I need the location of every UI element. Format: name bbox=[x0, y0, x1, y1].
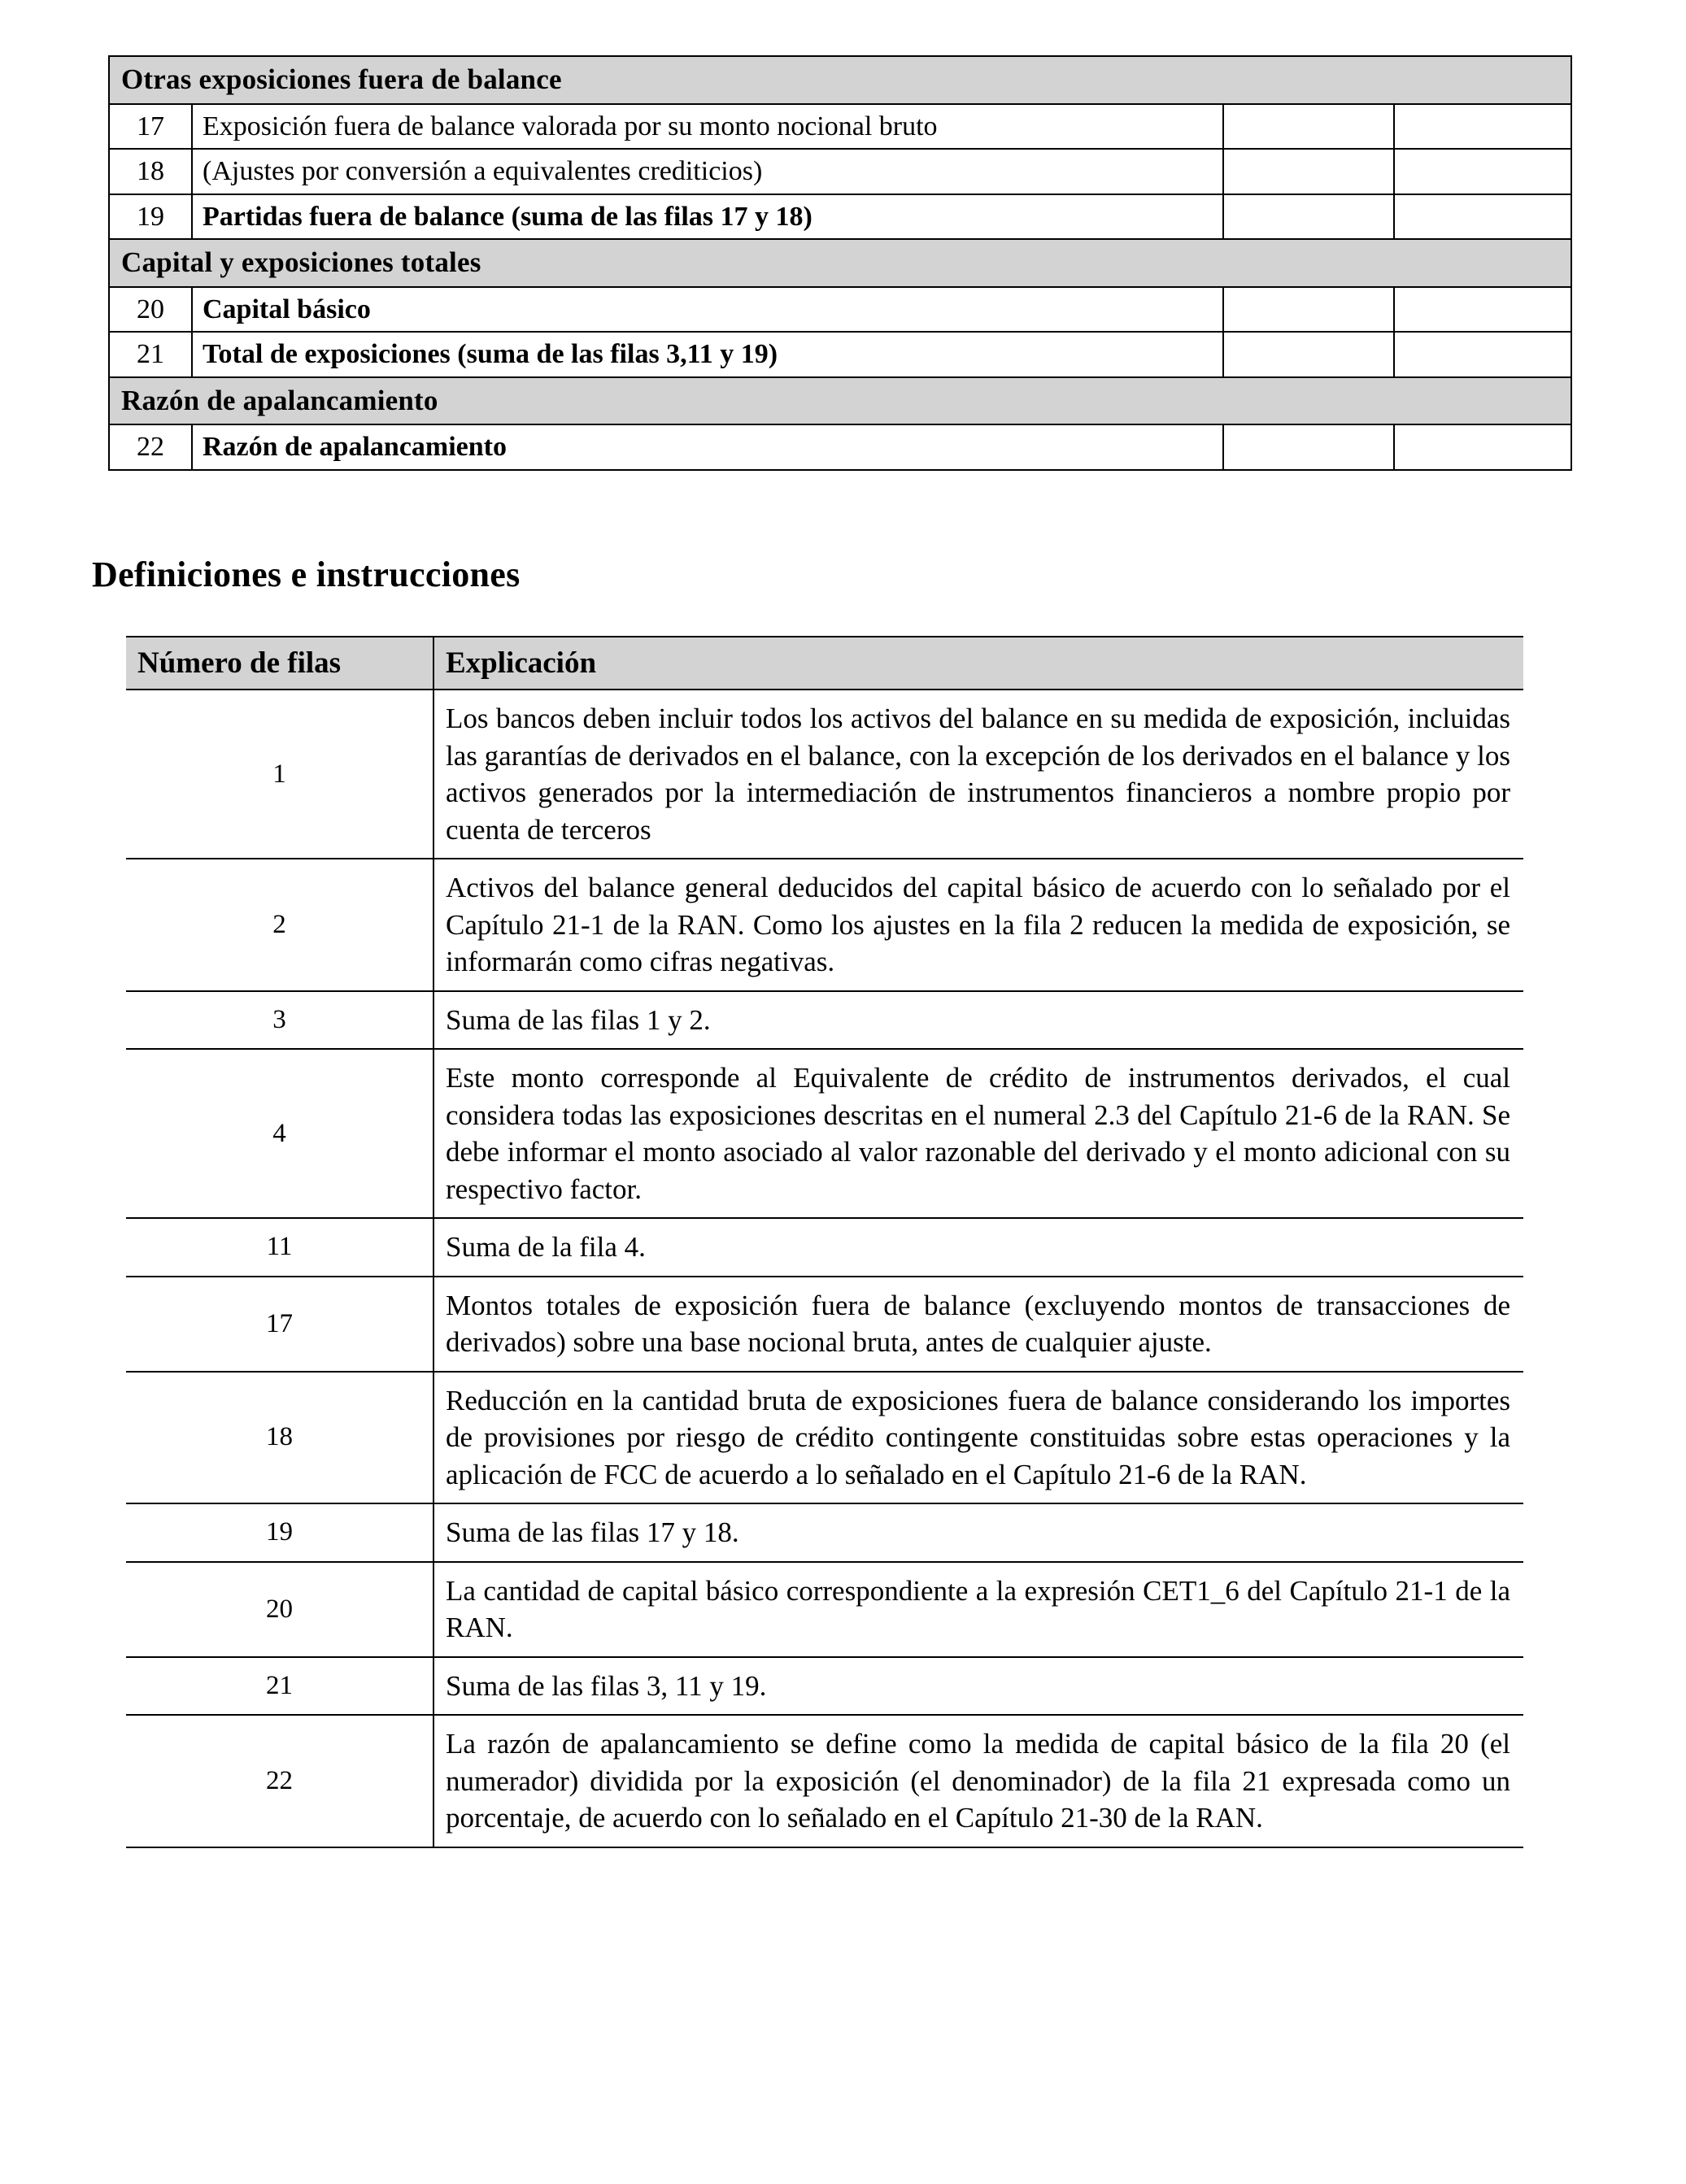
definitions-grid bbox=[126, 636, 1523, 1848]
row-value-cell-1 bbox=[1223, 424, 1394, 469]
definition-text: Los bancos deben incluir todos los activos del balance en su medida de exposición, incluidas las garantías de derivados en el balance, con la excepción de los derivados en el balance y los activos generados por la intermediación de instrumentos financieros a nombre propio por cuenta de terceros bbox=[433, 690, 1523, 859]
definition-row bbox=[126, 991, 1523, 1050]
definition-row bbox=[126, 1657, 1523, 1716]
definition-text: La cantidad de capital básico correspondiente a la expresión CET1_6 del Capítulo 21-1 de la RAN. bbox=[433, 1562, 1523, 1657]
definition-row-number: 21 bbox=[126, 1657, 433, 1716]
definition-text: Este monto corresponde al Equivalente de crédito de instrumentos derivados, el cual considera todas las exposiciones descritas en el numeral 2.3 del Capítulo 21-6 de la RAN. Se debe informar el monto asociado al valor razonable del derivado y el monto adicional con su respectivo factor. bbox=[433, 1049, 1523, 1218]
top-table bbox=[108, 55, 1572, 471]
definitions-table bbox=[126, 636, 1523, 1848]
column-header-rownumber: Número de filas bbox=[126, 637, 433, 690]
row-value-cell-1 bbox=[1223, 332, 1394, 376]
row-value-cell-1 bbox=[1223, 104, 1394, 149]
definition-row-number: 22 bbox=[126, 1715, 433, 1847]
row-description: Capital básico bbox=[192, 287, 1223, 332]
row-description: Total de exposiciones (suma de las filas 3,11 y 19) bbox=[192, 332, 1223, 376]
definition-row bbox=[126, 859, 1523, 991]
row-number: 22 bbox=[109, 424, 192, 469]
row-number: 21 bbox=[109, 332, 192, 376]
definition-row bbox=[126, 1562, 1523, 1657]
definition-text: La razón de apalancamiento se define como la medida de capital básico de la fila 20 (el numerador) dividida por la exposición (el denominador) de la fila 21 expresada como un porcentaje, de acuerdo con lo señalado en el Capítulo 21-30 de la RAN. bbox=[433, 1715, 1523, 1847]
definition-row-number: 4 bbox=[126, 1049, 433, 1218]
table-row bbox=[109, 149, 1571, 194]
row-value-cell-1 bbox=[1223, 287, 1394, 332]
section-label: Otras exposiciones fuera de balance bbox=[109, 56, 1571, 104]
row-number: 19 bbox=[109, 194, 192, 239]
definition-text: Suma de la fila 4. bbox=[433, 1218, 1523, 1277]
row-value-cell-1 bbox=[1223, 149, 1394, 194]
definition-text: Activos del balance general deducidos del capital básico de acuerdo con lo señalado por el Capítulo 21-1 de la RAN. Como los ajustes en la fila 2 reducen la medida de exposición, se informarán como cifras negativas. bbox=[433, 859, 1523, 991]
definition-row-number: 3 bbox=[126, 991, 433, 1050]
leverage-ratio-table bbox=[108, 55, 1572, 471]
row-description: Razón de apalancamiento bbox=[192, 424, 1223, 469]
definition-row-number: 20 bbox=[126, 1562, 433, 1657]
definition-row bbox=[126, 1372, 1523, 1504]
table-section-row bbox=[109, 56, 1571, 104]
table-row bbox=[109, 104, 1571, 149]
definition-text: Suma de las filas 3, 11 y 19. bbox=[433, 1657, 1523, 1716]
definition-row-number: 17 bbox=[126, 1277, 433, 1372]
page-title: Definiciones e instrucciones bbox=[92, 555, 521, 594]
table-section-row bbox=[109, 377, 1571, 425]
row-value-cell-2 bbox=[1394, 104, 1571, 149]
row-value-cell-2 bbox=[1394, 287, 1571, 332]
row-value-cell-1 bbox=[1223, 194, 1394, 239]
definition-row bbox=[126, 690, 1523, 859]
table-header-row bbox=[126, 637, 1523, 690]
definition-text: Suma de las filas 17 y 18. bbox=[433, 1503, 1523, 1562]
definition-row-number: 18 bbox=[126, 1372, 433, 1504]
table-section-row bbox=[109, 239, 1571, 287]
definition-row bbox=[126, 1715, 1523, 1847]
section-label: Razón de apalancamiento bbox=[109, 377, 1571, 425]
row-value-cell-2 bbox=[1394, 332, 1571, 376]
table-row bbox=[109, 194, 1571, 239]
table-row bbox=[109, 332, 1571, 376]
row-value-cell-2 bbox=[1394, 424, 1571, 469]
section-label: Capital y exposiciones totales bbox=[109, 239, 1571, 287]
definition-text: Suma de las filas 1 y 2. bbox=[433, 991, 1523, 1050]
row-description: Partidas fuera de balance (suma de las filas 17 y 18) bbox=[192, 194, 1223, 239]
row-number: 20 bbox=[109, 287, 192, 332]
definition-row-number: 11 bbox=[126, 1218, 433, 1277]
definition-row bbox=[126, 1503, 1523, 1562]
definition-text: Reducción en la cantidad bruta de exposiciones fuera de balance considerando los importes de provisiones por riesgo de crédito contingente constituidas sobre estas operaciones y la aplicación de FCC de acuerdo a lo señalado en el Capítulo 21-6 de la RAN. bbox=[433, 1372, 1523, 1504]
definition-row bbox=[126, 1049, 1523, 1218]
definition-row-number: 19 bbox=[126, 1503, 433, 1562]
row-description: (Ajustes por conversión a equivalentes crediticios) bbox=[192, 149, 1223, 194]
row-number: 17 bbox=[109, 104, 192, 149]
table-row bbox=[109, 287, 1571, 332]
row-number: 18 bbox=[109, 149, 192, 194]
definition-row bbox=[126, 1277, 1523, 1372]
table-row bbox=[109, 424, 1571, 469]
definition-text: Montos totales de exposición fuera de balance (excluyendo montos de transacciones de derivados) sobre una base nocional bruta, antes de cualquier ajuste. bbox=[433, 1277, 1523, 1372]
row-value-cell-2 bbox=[1394, 149, 1571, 194]
definition-row-number: 1 bbox=[126, 690, 433, 859]
definition-row-number: 2 bbox=[126, 859, 433, 991]
row-description: Exposición fuera de balance valorada por su monto nocional bruto bbox=[192, 104, 1223, 149]
column-header-explanation: Explicación bbox=[433, 637, 1523, 690]
row-value-cell-2 bbox=[1394, 194, 1571, 239]
definition-row bbox=[126, 1218, 1523, 1277]
